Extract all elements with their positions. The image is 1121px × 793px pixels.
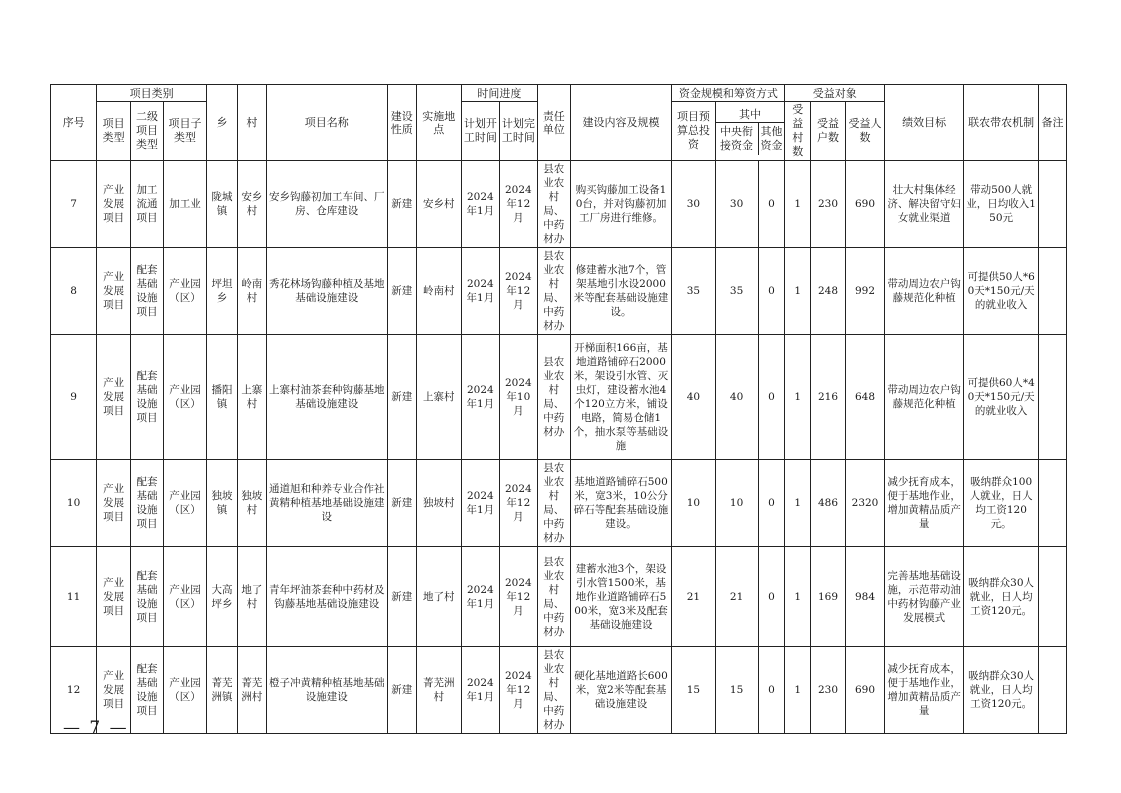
header-sub-type: 项目子类型 [163,102,206,161]
cell-villages: 1 [785,161,811,248]
cell-name: 橙子冲黄精种植基地基础设施建设 [266,647,387,734]
cell-budget: 10 [672,460,715,547]
cell-other: 0 [758,248,785,335]
cell-nature: 新建 [387,647,416,734]
cell-other: 0 [758,547,785,647]
cell-budget: 30 [672,161,715,248]
cell-sub: 产业园（区） [163,248,206,335]
header-nature: 建设性质 [387,85,416,161]
cell-persons: 2320 [845,460,884,547]
cell-sub: 产业园（区） [163,460,206,547]
header-central: 中央衔接资金 [716,123,759,155]
cell-content: 修建蓄水池7个，管架基地引水设2000米等配套基础设施建设。 [570,248,672,335]
cell-name: 安乡钩藤初加工车间、厂房、仓库建设 [266,161,387,248]
cell-goal: 带动周边农户钩藤规范化种植 [885,248,964,335]
cell-unit: 县农业农村局、中药材办 [537,460,570,547]
cell-remark [1039,248,1067,335]
header-project-type: 项目类型 [97,102,131,161]
cell-mechanism: 吸纳群众30人就业，日人均工资120元。 [964,547,1039,647]
cell-mechanism: 可提供50人*60天*150元/天的就业收入 [964,248,1039,335]
cell-seq: 11 [51,547,97,647]
cell-budget: 15 [672,647,715,734]
cell-name: 秀花林场钩藤种植及基地基础设施建设 [266,248,387,335]
table-row [51,547,1067,647]
header-remark: 备注 [1039,85,1067,161]
cell-township: 菁芜洲镇 [207,647,238,734]
table-body [51,161,1067,734]
cell-central: 21 [715,547,758,647]
cell-households: 169 [811,547,846,647]
cell-central: 35 [715,248,758,335]
cell-nature: 新建 [387,248,416,335]
cell-secondary: 配套基础设施项目 [131,460,164,547]
cell-end: 2024年10月 [499,335,537,460]
cell-content: 基地道路铺碎石500米，宽3米，10公分碎石等配套基础设施建设。 [570,460,672,547]
cell-type: 产业发展项目 [97,161,131,248]
cell-persons: 992 [845,248,884,335]
cell-other: 0 [758,460,785,547]
cell-end: 2024年12月 [499,161,537,248]
cell-type: 产业发展项目 [97,335,131,460]
cell-remark [1039,460,1067,547]
cell-end: 2024年12月 [499,647,537,734]
cell-mechanism: 带动500人就业，日均收入150元 [964,161,1039,248]
header-persons: 受益人数 [845,102,884,161]
cell-township: 陇城镇 [207,161,238,248]
cell-households: 486 [811,460,846,547]
cell-type: 产业发展项目 [97,248,131,335]
project-table [50,84,1067,734]
cell-secondary: 加工流通项目 [131,161,164,248]
cell-central: 10 [715,460,758,547]
cell-township: 独坡镇 [207,460,238,547]
cell-other: 0 [758,647,785,734]
cell-seq: 12 [51,647,97,734]
cell-goal: 完善基地基础设施，示范带动油中药材钩藤产业发展模式 [885,547,964,647]
cell-remark [1039,335,1067,460]
cell-content: 开梯面积166亩，基地道路铺碎石2000米，架设引水管、灭虫灯，建设蓄水池4个120立方米，铺设电路，简易仓储1个，抽水泵等基础设施 [570,335,672,460]
cell-villages: 1 [785,647,811,734]
cell-persons: 984 [845,547,884,647]
cell-type: 产业发展项目 [97,460,131,547]
header-location: 实施地点 [416,85,461,161]
table-row [51,248,1067,335]
cell-nature: 新建 [387,460,416,547]
cell-secondary: 配套基础设施项目 [131,248,164,335]
cell-mechanism: 吸纳群众100人就业，日人均工资120元。 [964,460,1039,547]
cell-start: 2024年1月 [461,547,499,647]
cell-households: 248 [811,248,846,335]
cell-seq: 8 [51,248,97,335]
cell-persons: 648 [845,335,884,460]
cell-sub: 产业园（区） [163,335,206,460]
cell-location: 独坡村 [416,460,461,547]
cell-sub: 加工业 [163,161,206,248]
cell-unit: 县农业农村局、中药材办 [537,335,570,460]
cell-remark [1039,161,1067,248]
cell-other: 0 [758,161,785,248]
cell-mechanism: 可提供60人*40天*150元/天的就业收入 [964,335,1039,460]
cell-name: 青年坪油茶套种中药材及钩藤基地基础设施建设 [266,547,387,647]
cell-budget: 21 [672,547,715,647]
header-budget: 项目预算总投资 [672,102,715,161]
cell-type: 产业发展项目 [97,647,131,734]
header-row-1 [51,85,1067,102]
cell-end: 2024年12月 [499,460,537,547]
cell-secondary: 配套基础设施项目 [131,647,164,734]
cell-nature: 新建 [387,335,416,460]
cell-nature: 新建 [387,547,416,647]
cell-end: 2024年12月 [499,248,537,335]
cell-start: 2024年1月 [461,647,499,734]
cell-villages: 1 [785,335,811,460]
cell-location: 安乡村 [416,161,461,248]
cell-other: 0 [758,335,785,460]
header-plan-start: 计划开工时间 [461,102,499,161]
cell-households: 230 [811,647,846,734]
header-among [715,102,785,161]
table-row [51,161,1067,248]
cell-goal: 减少抚育成本，便于基地作业，增加黄精品质产量 [885,460,964,547]
header-responsible: 责任单位 [537,85,570,161]
header-content: 建设内容及规模 [570,85,672,161]
header-among-label: 其中 [716,108,785,123]
cell-village: 独坡村 [237,460,266,547]
cell-village: 上寨村 [237,335,266,460]
header-fund-group: 资金规模和筹资方式 [672,85,785,102]
header-township: 乡 [207,85,238,161]
cell-central: 40 [715,335,758,460]
cell-content: 建蓄水池3个，架设引水管1500米，基地作业道路铺碎石500米，宽3米及配套基础设施建设 [570,547,672,647]
cell-secondary: 配套基础设施项目 [131,335,164,460]
cell-location: 岭南村 [416,248,461,335]
cell-start: 2024年1月 [461,248,499,335]
cell-central: 30 [715,161,758,248]
cell-township: 播阳镇 [207,335,238,460]
cell-mechanism: 吸纳群众30人就业，日人均工资120元。 [964,647,1039,734]
header-project-name: 项目名称 [266,85,387,161]
cell-goal: 减少抚育成本，便于基地作业，增加黄精品质产量 [885,647,964,734]
cell-village: 安乡村 [237,161,266,248]
cell-township: 坪坦乡 [207,248,238,335]
header-village: 村 [237,85,266,161]
cell-unit: 县农业农村局、中药材办 [537,547,570,647]
cell-households: 230 [811,161,846,248]
table-row [51,460,1067,547]
cell-central: 15 [715,647,758,734]
cell-goal: 壮大村集体经济、解决留守妇女就业渠道 [885,161,964,248]
cell-village: 岭南村 [237,248,266,335]
cell-name: 通道旭和种养专业合作社黄精种植基地基础设施建设 [266,460,387,547]
header-other: 其他资金 [760,124,783,152]
cell-villages: 1 [785,460,811,547]
cell-remark [1039,547,1067,647]
table-row [51,335,1067,460]
cell-village: 菁芜洲村 [237,647,266,734]
cell-persons: 690 [845,647,884,734]
cell-start: 2024年1月 [461,460,499,547]
header-benefit-group: 受益对象 [785,85,885,102]
header-secondary-type: 二级项目类型 [131,102,164,161]
cell-remark [1039,647,1067,734]
cell-unit: 县农业农村局、中药材办 [537,647,570,734]
cell-name: 上寨村油茶套种钩藤基地基础设施建设 [266,335,387,460]
cell-seq: 7 [51,161,97,248]
header-mechanism: 联农带农机制 [964,85,1039,161]
cell-start: 2024年1月 [461,161,499,248]
page-number: — 7 — [63,718,129,738]
cell-unit: 县农业农村局、中药材办 [537,161,570,248]
cell-content: 硬化基地道路长600米，宽2米等配套基础设施建设 [570,647,672,734]
header-households: 受益户数 [811,102,846,161]
cell-goal: 带动周边农户钩藤规范化种植 [885,335,964,460]
header-goal: 绩效目标 [885,85,964,161]
header-time-group: 时间进度 [461,85,537,102]
table-row [51,647,1067,734]
cell-start: 2024年1月 [461,335,499,460]
cell-village: 地了村 [237,547,266,647]
header-villages: 受益村数 [785,102,811,161]
cell-seq: 9 [51,335,97,460]
cell-nature: 新建 [387,161,416,248]
cell-budget: 35 [672,248,715,335]
cell-location: 菁芜洲村 [416,647,461,734]
cell-location: 上寨村 [416,335,461,460]
cell-township: 大高坪乡 [207,547,238,647]
header-category-group: 项目类别 [97,85,207,102]
cell-villages: 1 [785,248,811,335]
cell-villages: 1 [785,547,811,647]
cell-seq: 10 [51,460,97,547]
cell-persons: 690 [845,161,884,248]
cell-type: 产业发展项目 [97,547,131,647]
cell-secondary: 配套基础设施项目 [131,547,164,647]
cell-sub: 产业园（区） [163,647,206,734]
cell-location: 地了村 [416,547,461,647]
header-plan-end: 计划完工时间 [499,102,537,161]
cell-end: 2024年12月 [499,547,537,647]
header-seq: 序号 [51,85,97,161]
cell-households: 216 [811,335,846,460]
cell-budget: 40 [672,335,715,460]
cell-content: 购买钩藤加工设备10台，并对钩藤初加工厂房进行维修。 [570,161,672,248]
cell-unit: 县农业农村局、中药材办 [537,248,570,335]
cell-sub: 产业园（区） [163,547,206,647]
